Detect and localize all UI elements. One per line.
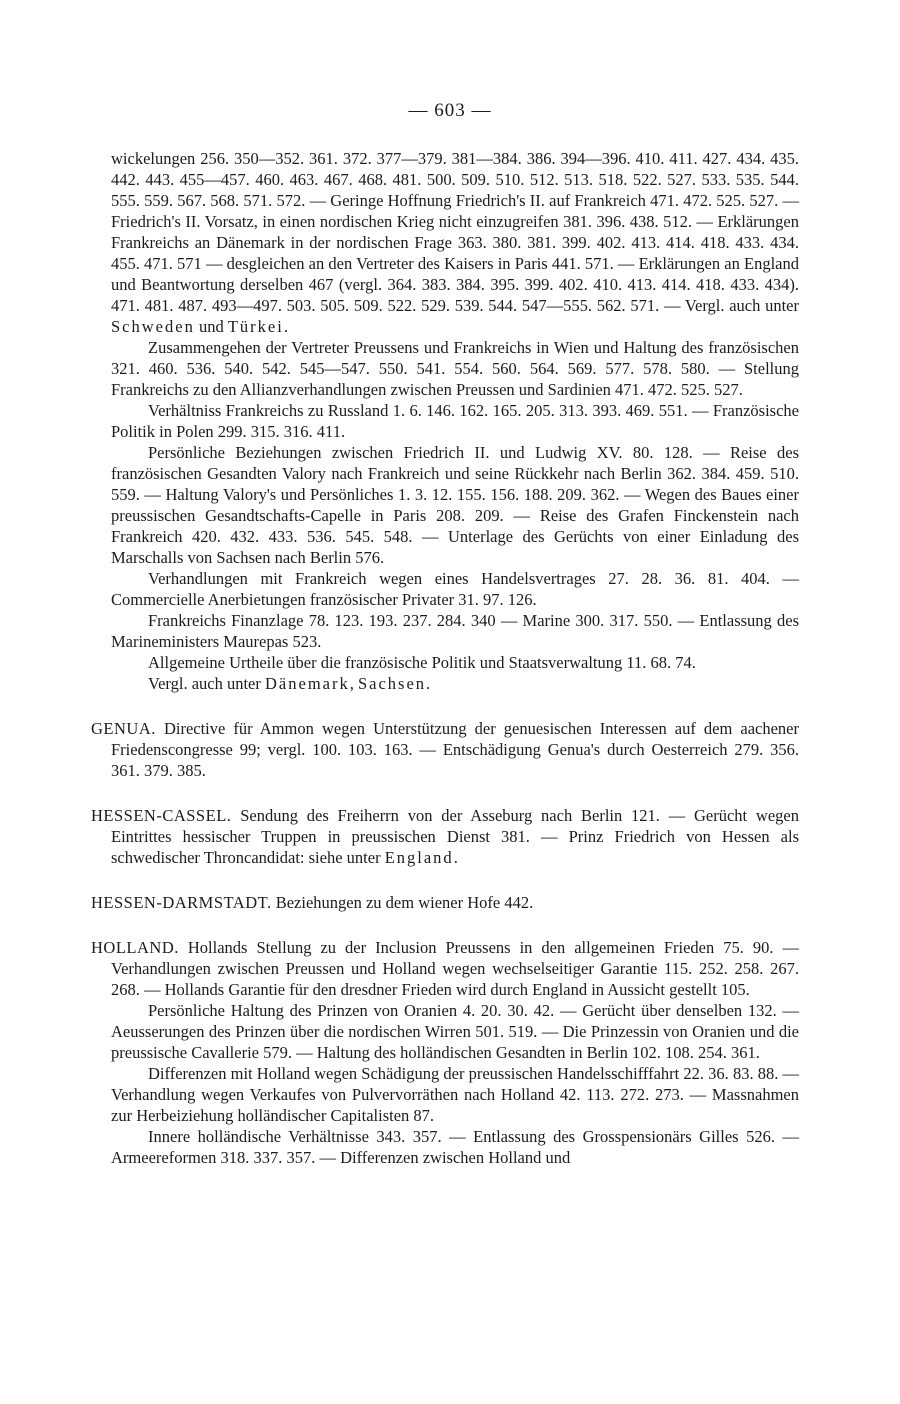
entry-separator (111, 694, 799, 718)
paragraph-text: . (283, 317, 288, 336)
entry-separator (111, 913, 799, 937)
index-paragraph-holland-2: Differenzen mit Holland wegen Schädigung der preussischen Handelsschifffahrt 22. 36. 83. 88. — Verhandlung wegen Verkaufes von Pulvervorräthen nach Holland 42. 113. 272. 273. — Massnahmen zur Herbeiziehung holländischer Capitalisten 87. (111, 1064, 799, 1125)
index-paragraph-holland-1: Persönliche Haltung des Prinzen von Oranien 4. 20. 30. 42. — Gerücht über denselben 132. — Aeusserungen des Prinzen über die nordischen Wirren 501. 519. — Die Prinzessin von Oranien und die preussische Cavallerie 579. — Haltung des holländischen Gesandten in Berlin 102. 108. 254. 361. (111, 1001, 799, 1062)
page-number: — 603 — (408, 100, 492, 121)
index-entry-hessen-cassel (91, 805, 799, 868)
paragraph-text: . (426, 674, 431, 693)
entry-heading: HOLLAND. (91, 938, 179, 957)
entry-text: Sendung des Freiherrn von der Asseburg nach Berlin 121. — Gerücht wegen Eintrittes hessischer Truppen in preussischen Dienst 381. — Prinz Friedrich von Hessen als schwedischer Throncandidat: siehe unter (111, 806, 799, 867)
index-paragraph-frankreich-7: Allgemeine Urtheile über die französische Politik und Staatsverwaltung 11. 68. 74. (148, 653, 696, 672)
entry-separator (111, 868, 799, 892)
index-entry-hessen-darmstadt (91, 892, 799, 913)
entry-heading: HESSEN-CASSEL. (91, 806, 232, 825)
entry-text: Hollands Stellung zu der Inclusion Preussens in den allgemeinen Frieden 75. 90. — Verhandlungen zwischen Preussen und Holland wegen wechselseitiger Garantie 115. 252. 258. 267. 268. — Hollands Garantie für den dresdner Frieden wird durch England in Aussicht gestellt 105. (111, 938, 799, 999)
entry-heading: GENUA. (91, 719, 156, 738)
cross-reference: England (384, 848, 454, 867)
index-paragraph-frankreich-1 (111, 148, 799, 337)
cross-reference: Schweden (111, 317, 195, 336)
index-paragraph-frankreich-5: Verhandlungen mit Frankreich wegen eines Handelsvertrages 27. 28. 36. 81. 404. — Commercielle Anerbietungen französischer Privater 31. 97. 126. (111, 569, 799, 609)
cross-reference: Türkei (227, 317, 284, 336)
index-paragraph-frankreich-3: Verhältniss Frankreichs zu Russland 1. 6. 146. 162. 165. 205. 313. 393. 469. 551. — Französische Politik in Polen 299. 315. 316. 411. (111, 401, 799, 441)
paragraph-text: Vergl. auch unter (148, 674, 265, 693)
index-paragraph-frankreich-6: Frankreichs Finanzlage 78. 123. 193. 237. 284. 340 — Marine 300. 317. 550. — Entlassung des Marineministers Maurepas 523. (111, 611, 799, 651)
index-entry-holland (91, 937, 799, 1000)
cross-reference: Sachsen (357, 674, 427, 693)
cross-reference: Dänemark (265, 674, 350, 693)
paragraph-text: und (194, 317, 228, 336)
index-paragraph-holland-3: Innere holländische Verhältnisse 343. 357. — Entlassung des Grosspensionärs Gilles 526. — Armeereformen 318. 337. 357. — Differenzen zwischen Holland und (111, 1127, 799, 1167)
index-paragraph-frankreich-2: Zusammengehen der Vertreter Preussens und Frankreichs in Wien und Haltung des französischen 321. 460. 536. 540. 542. 545—547. 550. 541. 554. 560. 564. 569. 577. 578. 580. — Stellung Frankreichs zu den Allianzverhandlungen zwischen Preussen und Sardinien 471. 472. 525. 527. (111, 338, 799, 399)
index-entry-genua (91, 718, 799, 781)
entry-heading: HESSEN-DARMSTADT. (91, 893, 272, 912)
entry-text: Beziehungen zu dem wiener Hofe 442. (271, 893, 534, 912)
entry-separator (111, 781, 799, 805)
index-paragraph-frankreich-vergl (111, 673, 799, 694)
paragraph-text: wickelungen 256. 350—352. 361. 372. 377—379. 381—384. 386. 394—396. 410. 411. 427. 434. 435. 442. 443. 455—457. 460. 463. 467. 468. 481. 500. 509. 510. 512. 513. 518. 522. 527. 533. 535. 544. 555. 559. 567. 568. 571. 572. — Geringe Hoffnung Friedrich's II. auf Frankreich 471. 472. 525. 527. — Friedrich's II. Vorsatz, in einen nordischen Krieg nicht einzugreifen 381. 396. 438. 512. — Erklärungen Frankreichs an Dänemark in der nordischen Frage 363. 380. 381. 399. 402. 413. 414. 418. 433. 434. 455. 471. 571 — desgleichen an den Vertreter des Kaisers in Paris 441. 571. — Erklärungen an England und Beantwortung derselben 467 (vergl. 364. 383. 384. 395. 399. 402. 410. 413. 414. 418. 433. 434). 471. 481. 487. 493—497. 503. 505. 509. 522. 529. 539. 544. 547—555. 562. 571. — Vergl. auch unter (111, 149, 799, 315)
index-text (91, 148, 799, 1168)
entry-text: . (453, 848, 458, 867)
index-paragraph-frankreich-4: Persönliche Beziehungen zwischen Friedrich II. und Ludwig XV. 80. 128. — Reise des französischen Gesandten Valory nach Frankreich und seine Rückkehr nach Berlin 362. 384. 459. 510. 559. — Haltung Valory's und Persönliches 1. 3. 12. 155. 156. 188. 209. 362. — Wegen des Baues einer preussischen Gesandtschafts-Capelle in Paris 208. 209. — Reise des Grafen Finckenstein nach Frankreich 420. 432. 433. 536. 545. 548. — Unterlage des Gerüchts von einer Einladung des Marschalls von Sachsen nach Berlin 576. (111, 443, 799, 567)
entry-text: Directive für Ammon wegen Unterstützung der genuesischen Interessen auf dem aachener Friedenscongresse 99; vergl. 100. 103. 163. — Entschädigung Genua's durch Oesterreich 279. 356. 361. 379. 385. (111, 719, 799, 780)
paragraph-text: , (349, 674, 358, 693)
